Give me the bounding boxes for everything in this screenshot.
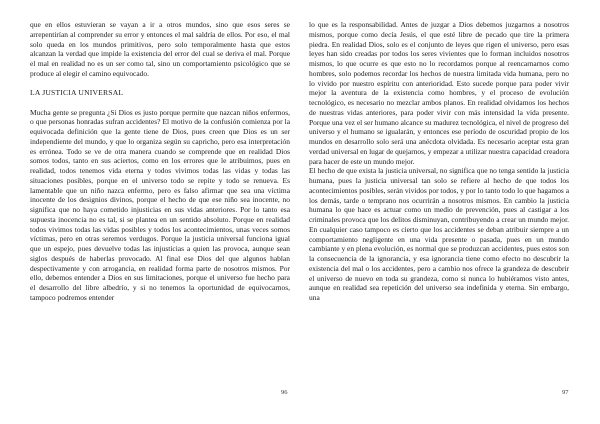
spacer	[30, 79, 290, 89]
left-paragraph-2: Mucha gente se pregunta ¿Si Dios es justo porque permite que nazcan niños enfermos, o que personas honradas sufran accidentes? El motivo de la confusión comienza por la equivocada definición que la gente tiene de Dios, pues creen que Dios es un ser independiente del mundo, y que lo organiza según su capricho, pero esa interpretación es errónea. Todo se ve de otra manera cuando se comprende que en realidad Dios somos todos, tanto en sus aciertos, como en los errores que le atribuimos, pues en realidad, todos tenemos vida eterna y todos vivimos todas las vidas y todas las situaciones posibles, porque en el universo todo se repite y todo se renueva. Es lamentable que un niño nazca enfermo, pero es falso afirmar que sea una víctima inocente de los designios divinos, porque el hecho de que ese niño sea inocente, no significa que no haya cometido injusticias en sus vidas anteriores. Por lo tanto esa supuesta inocencia no es tal, si se plantea en un sentido absoluto. Porque en realidad todos vivimos todas las vidas posibles y todos los acontecimientos, unas veces somos víctimas, pero en otras seremos verdugos. Porque la justicia universal funciona igual que un espejo, pues devuelve todas las injusticias a quien las provoca, aunque sean siglos después de haberlas provocado. Al final ese Dios del que algunos hablan despectivamente y con arrogancia, en realidad forma parte de nosotros mismos. Por ello, debemos entender a Dios en sus limitaciones, porque el universo fue hecho para el desarrollo del libre albedrío, y si no tenemos la oportunidad de equivocarnos, tampoco podremos entender	[30, 107, 290, 302]
right-page-number: 97	[562, 389, 569, 396]
right-page	[309, 20, 569, 303]
left-page-text	[30, 20, 290, 303]
left-paragraph-1: que en ellos estuvieran se vayan a ir a otros mundos, sino que esos seres se arrepentirían al comprender su error y entonces el mal saldría de ellos. Por eso, el mal solo queda en los mundos primitivos, pero solo temporalmente hasta que estos alcanzan la verdad que impide la existencia del error del cual se deriva el mal. Porque el mal en realidad no es un ser como tal, sino un comportamiento psicológico que se produce al elegir el camino equivocado.	[30, 20, 290, 78]
right-paragraph-1: lo que es la responsabilidad. Antes de juzgar a Dios debemos juzgarnos a nosotros mismos, porque como decía Jesús, el que esté libre de pecado que tire la primera piedra. En realidad Dios, solo es el conjunto de leyes que rigen el universo, pero esas leyes han sido creadas por todos los seres vivientes que lo forman incluidos nosotros mismos, lo que ocurre es que esto no lo recordamos porque al reencarnarnos como hombres, solo podemos recordar los hechos de nuestra limitada vida humana, pero no lo vivido por nuestro espíritu con anterioridad. Esto sucede porque para poder vivir mejor la aventura de la existencia como hombres, y el proceso de evolución tecnológico, es necesario no mezclar ambos planos. En realidad olvidamos los hechos de nuestras vidas anteriores, para poder vivir con más intensidad la vida presente. Porque una vez el ser humano alcance su madurez tecnológica, el nivel de progreso del universo y el humano se igualarán, y entonces ese período de oscuridad propio de los mundos en desarrollo solo será una anécdota olvidada. Es necesario aceptar esta gran verdad universal en lugar de quejarnos, y empezar a utilizar nuestra capacidad creadora para hacer de este un mundo mejor.	[309, 20, 569, 166]
left-page	[30, 20, 290, 303]
right-paragraph-2: El hecho de que exista la justicia universal, no significa que no tenga sentido la justicia humana, pues la justicia universal tan solo se refiere al hecho de que todos los acontecimientos posibles, serán vividos por todos, y por lo tanto todo lo que hagamos a los demás, tarde o temprano nos ocurrirán a nosotros mismos. En cambio la justicia humana lo que hace es actuar como un medio de prevención, pues al castigar a los criminales provoca que los delitos disminuyan, contribuyendo a crear un mundo mejor. En cualquier caso tampoco es cierto que los accidentes se deban atribuir siempre a un comportamiento negligente en una vida presente o pasada, pues en un mundo cambiante y en plena evolución, es normal que se produzcan accidentes, pues estos son la consecuencia de la ignorancia, y esa ignorancia tiene como efecto no descubrir la existencia del mal o los accidentes, pero a cambio nos ofrece la grandeza de descubrir el universo de nuevo en toda su grandeza, como si nunca lo hubiéramos visto antes, aunque en realidad sea repetición del universo sea indefinida y eterna. Sin embargo, una	[309, 166, 569, 302]
right-page-text	[309, 20, 569, 303]
spacer	[30, 98, 290, 108]
section-heading: LA JUSTICIA UNIVERSAL	[30, 88, 124, 98]
left-page-number: 96	[281, 389, 288, 396]
